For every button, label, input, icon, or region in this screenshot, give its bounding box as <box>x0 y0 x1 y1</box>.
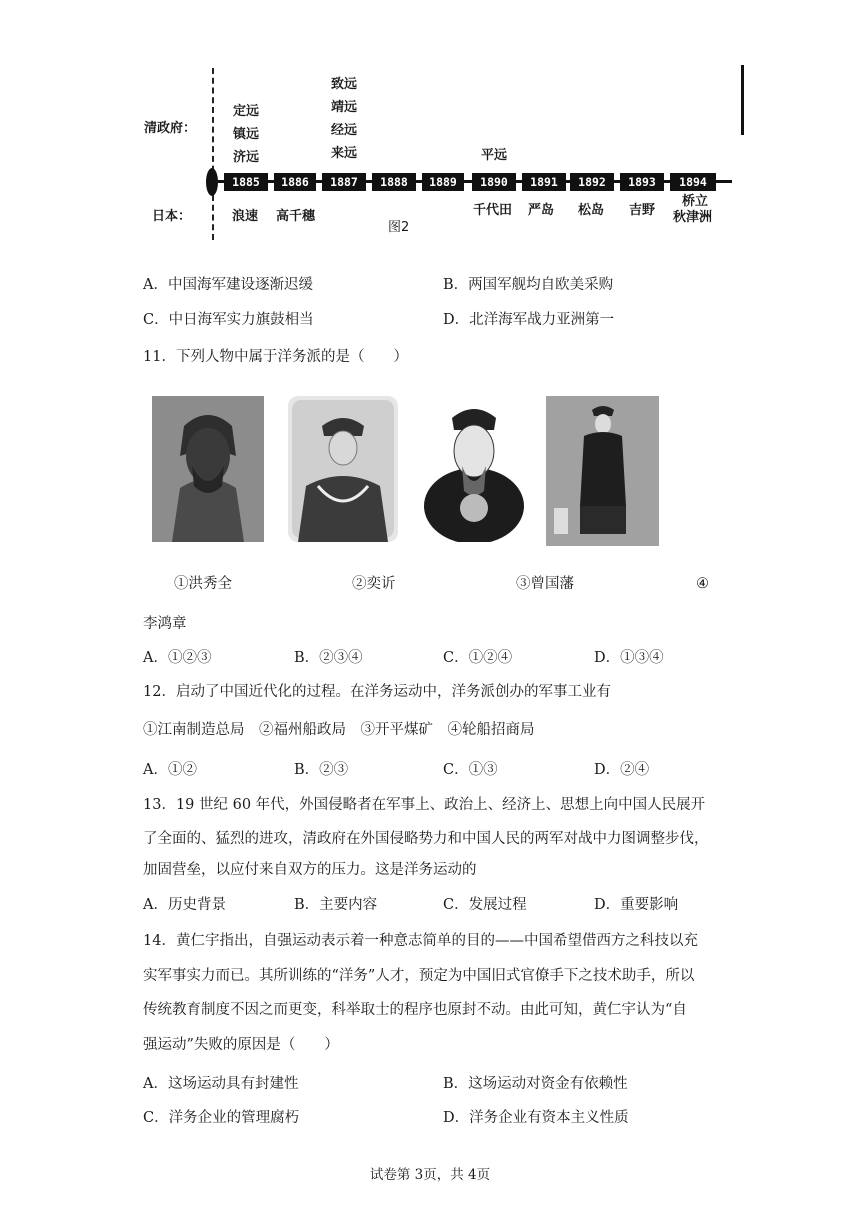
portrait-yixin <box>288 396 398 542</box>
qing-row-label: 清政府： <box>144 121 197 136</box>
q13-stem-line-1: 13．19 世纪 60 年代，外国侵略者在军事上、政治上、经济上、思想上向中国人民展开 <box>143 797 706 813</box>
q14-option-c[interactable]: C．洋务企业的管理腐朽 <box>143 1110 300 1126</box>
japan-ship-1891: 严岛 <box>528 203 555 218</box>
portrait-caption-4-number: ④ <box>696 576 709 592</box>
q13-stem-line-2: 了全面的、猛烈的进攻，清政府在外国侵略势力和中国人民的两军对战中力图调整步伐， <box>143 831 709 847</box>
q10-option-c[interactable]: C．中日海军实力旗鼓相当 <box>143 312 314 328</box>
q14-stem-line-2: 实军事实力而已。其所训练的“洋务”人才，预定为中国旧式官僚手下之技术助手，所以 <box>143 968 695 984</box>
portrait-caption-2: ②奕䜣 <box>352 576 396 592</box>
japan-row-label: 日本： <box>152 209 192 224</box>
year-1892: 1892 <box>570 173 614 191</box>
q11-stem: 11．下列人物中属于洋务派的是（ ） <box>143 349 408 365</box>
timeline-start-marker <box>206 168 218 196</box>
q11-option-c[interactable]: C．①②④ <box>443 650 513 666</box>
ship-name: 靖远 <box>330 100 357 115</box>
dashed-divider <box>212 68 214 240</box>
q14-stem-line-1: 14．黄仁宇指出，自强运动表示着一种意志简单的目的——中国希望借西方之科技以充 <box>143 933 698 949</box>
q10-option-d[interactable]: D．北洋海军战力亚洲第一 <box>443 312 615 328</box>
portrait-hong-xiuquan <box>152 396 264 542</box>
photo-image <box>546 396 659 546</box>
q11-option-b[interactable]: B．②③④ <box>294 650 363 666</box>
ship-name: 来远 <box>330 146 357 161</box>
japan-ship-1885: 浪速 <box>232 209 259 224</box>
q14-option-d[interactable]: D．洋务企业有资本主义性质 <box>443 1110 629 1126</box>
q10-option-b[interactable]: B．两国军舰均自欧美采购 <box>443 277 614 293</box>
q13-stem-line-3: 加固营垒，以应付来自双方的压力。这是洋务运动的 <box>143 862 477 878</box>
portrait-li-hongzhang <box>546 396 659 546</box>
qing-ships-1887 <box>326 73 362 165</box>
q14-stem-line-3: 传统教育制度不因之而更变，科举取士的程序也原封不动。由此可知，黄仁宇认为“自 <box>143 1002 687 1018</box>
q12-items: ①江南制造总局 ②福州船政局 ③开平煤矿 ④轮船招商局 <box>143 722 535 738</box>
page-footer: 试卷第 3页，共 4页 <box>369 1167 491 1183</box>
japan-ship-1890: 千代田 <box>473 203 513 218</box>
year-1886: 1886 <box>274 173 316 191</box>
qing-ships-1890 <box>476 144 512 167</box>
q13-option-a[interactable]: A．历史背景 <box>143 897 226 913</box>
japan-ship-1892: 松岛 <box>578 203 605 218</box>
q12-option-b[interactable]: B．②③ <box>294 762 349 778</box>
q12-option-a[interactable]: A．①② <box>143 762 197 778</box>
q11-option-d[interactable]: D．①③④ <box>594 650 664 666</box>
q12-option-d[interactable]: D．②④ <box>594 762 650 778</box>
q12-option-c[interactable]: C．①③ <box>443 762 498 778</box>
qing-ships-1885 <box>228 100 264 169</box>
ship-name: 定远 <box>232 104 259 119</box>
year-1888: 1888 <box>372 173 416 191</box>
scan-edge-mark <box>741 65 744 135</box>
q14-option-a[interactable]: A．这场运动具有封建性 <box>143 1076 299 1092</box>
portrait-zeng-guofan <box>424 396 524 542</box>
year-1889: 1889 <box>422 173 464 191</box>
ship-name: 经远 <box>330 123 357 138</box>
year-1894: 1894 <box>670 173 716 191</box>
q13-option-c[interactable]: C．发展过程 <box>443 897 527 913</box>
ship-name: 平远 <box>480 148 507 163</box>
ship-name: 济远 <box>232 150 259 165</box>
japan-ship-1894-b: 秋津洲 <box>673 210 713 225</box>
portrait-caption-1: ①洪秀全 <box>174 576 232 592</box>
q13-option-b[interactable]: B．主要内容 <box>294 897 378 913</box>
photo-image <box>288 396 398 542</box>
year-1885: 1885 <box>224 173 268 191</box>
q13-option-d[interactable]: D．重要影响 <box>594 897 679 913</box>
q11-option-a[interactable]: A．①②③ <box>143 650 212 666</box>
year-1891: 1891 <box>522 173 566 191</box>
japan-ship-1893: 吉野 <box>629 203 656 218</box>
ship-name: 致远 <box>330 77 357 92</box>
q14-option-b[interactable]: B．这场运动对资金有依赖性 <box>443 1076 628 1092</box>
year-1890: 1890 <box>472 173 516 191</box>
portrait-caption-4-name: 李鸿章 <box>143 616 187 632</box>
q10-option-a[interactable]: A．中国海军建设逐渐迟缓 <box>143 277 313 293</box>
ship-name: 镇远 <box>232 127 259 142</box>
q14-stem-line-4: 强运动”失败的原因是（ ） <box>143 1037 339 1053</box>
figure-2-timeline <box>140 60 750 250</box>
portrait-caption-3: ③曾国藩 <box>516 576 574 592</box>
figure-caption: 图2 <box>388 220 410 235</box>
year-1893: 1893 <box>620 173 664 191</box>
japan-ship-1886: 高千穗 <box>276 209 316 224</box>
photo-image <box>424 396 524 542</box>
q12-stem: 12．启动了中国近代化的过程。在洋务运动中，洋务派创办的军事工业有 <box>143 684 611 700</box>
japan-ship-1894-a: 桥立 <box>682 194 709 209</box>
statue-image <box>152 396 264 542</box>
year-1887: 1887 <box>322 173 366 191</box>
